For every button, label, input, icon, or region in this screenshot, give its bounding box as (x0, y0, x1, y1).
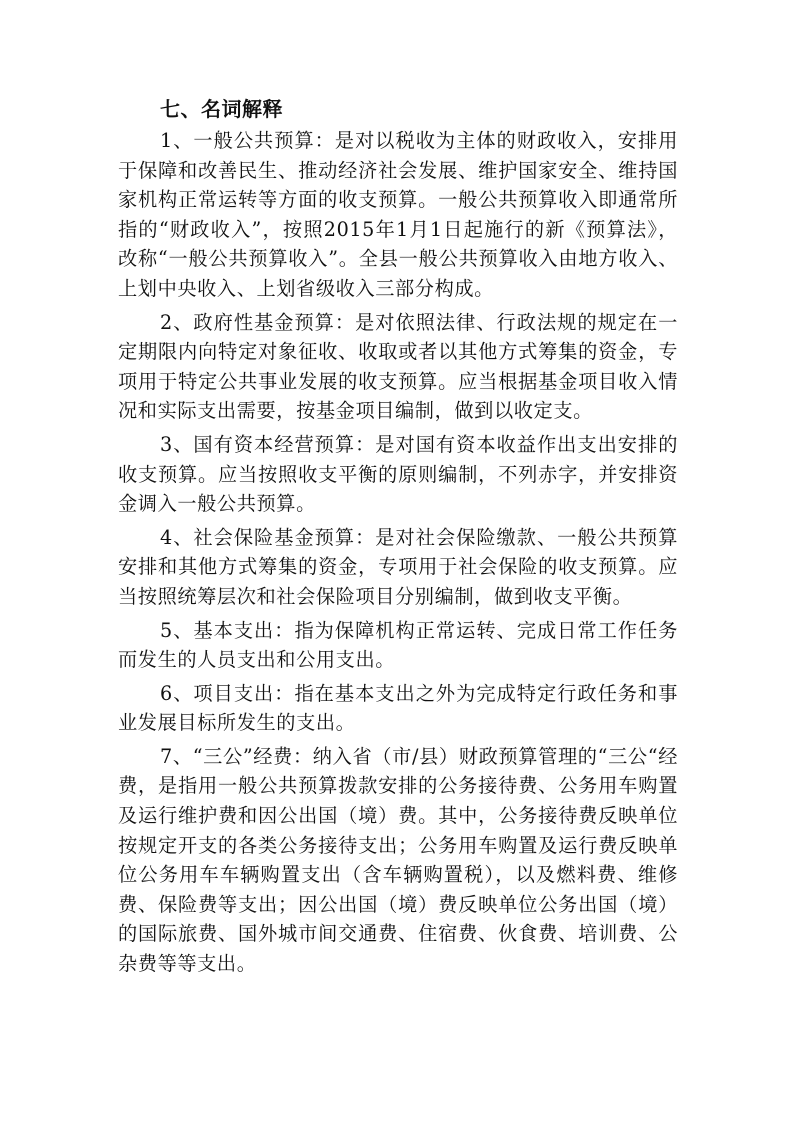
definition-project-expenditure: 6、项目支出：指在基本支出之外为完成特定行政任务和事业发展目标所发生的支出。 (118, 681, 678, 735)
document-body (118, 94, 678, 979)
section-heading: 七、名词解释 (160, 97, 283, 121)
definition-general-public-budget: 1、一般公共预算：是对以税收为主体的财政收入，安排用于保障和改善民生、推动经济社会发展、维护国家安全、维持国家机构正常运转等方面的收支预算。一般公共预算收入即通常所指的“财政收入”，按照2015年1月1日起施行的新《预算法》，改称“一般公共预算收入”。全县一般公共预算收入由地方收入、上划中央收入、上划省级收入三部分构成。 (118, 129, 678, 300)
definition-basic-expenditure: 5、基本支出：指为保障机构正常运转、完成日常工作任务而发生的人员支出和公用支出。 (118, 618, 678, 672)
definition-state-capital-budget: 3、国有资本经营预算：是对国有资本收益作出支出安排的收支预算。应当按照收支平衡的原则编制，不列赤字，并安排资金调入一般公共预算。 (118, 432, 678, 516)
definition-social-insurance-budget: 4、社会保险基金预算：是对社会保险缴款、一般公共预算安排和其他方式筹集的资金，专项用于社会保险的收支预算。应当按照统筹层次和社会保险项目分别编制，做到收支平衡。 (118, 525, 678, 608)
definition-government-fund-budget: 2、政府性基金预算：是对依照法律、行政法规的规定在一定期限内向特定对象征收、收取或者以其他方式筹集的资金，专项用于特定公共事业发展的收支预算。应当根据基金项目收入情况和实际支出需要，按基金项目编制，做到以收定支。 (118, 310, 678, 423)
definition-three-public-expenses: 7、“三公”经费：纳入省（市/县）财政预算管理的“三公“经费，是指用一般公共预算拨款安排的公务接待费、公务用车购置及运行维护费和因公出国（境）费。其中，公务接待费反映单位按规定开支的各类公务接待支出；公务用车购置及运行费反映单位公务用车车辆购置支出（含车辆购置税），以及燃料费、维修费、保险费等支出；因公出国（境）费反映单位公务出国（境）的国际旅费、国外城市间交通费、住宿费、伙食费、培训费、公杂费等等支出。 (118, 744, 678, 976)
